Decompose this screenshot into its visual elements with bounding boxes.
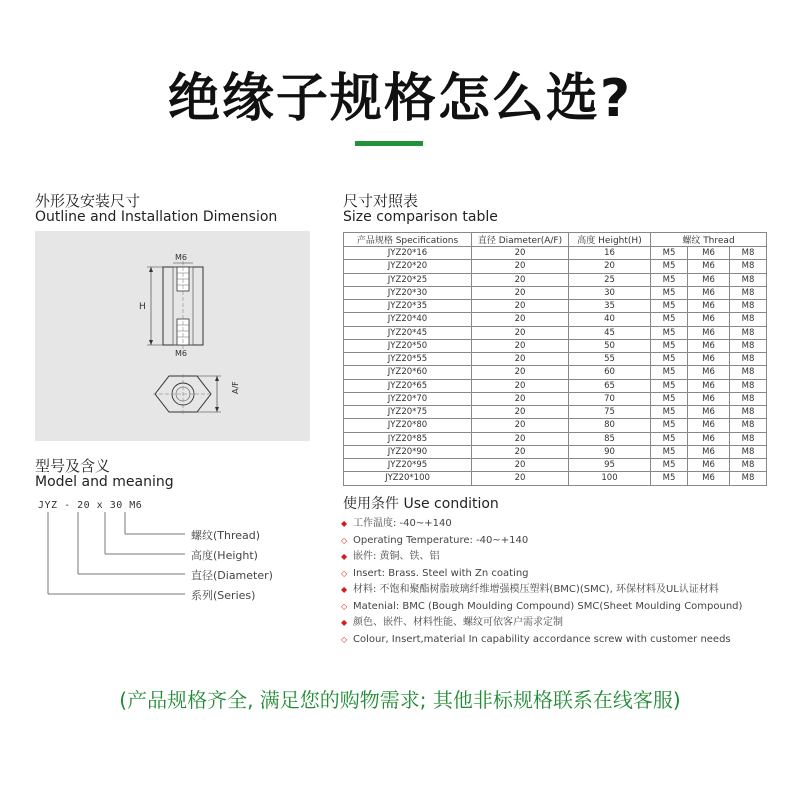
table-cell: M8 xyxy=(730,406,767,419)
table-cell: 75 xyxy=(569,406,651,419)
table-cell: M5 xyxy=(651,339,688,352)
table-cell: M5 xyxy=(651,419,688,432)
table-cell: M5 xyxy=(651,392,688,405)
bottom-thread-label: M6 xyxy=(175,349,187,358)
table-cell: M6 xyxy=(688,445,730,458)
table-cell: 20 xyxy=(472,379,569,392)
table-cell: JYZ20*25 xyxy=(344,273,472,286)
table-cell: JYZ20*40 xyxy=(344,313,472,326)
condition-text: 颜色、嵌件、材料性能、螺纹可依客户需求定制 xyxy=(353,617,563,628)
table-cell: 20 xyxy=(472,247,569,260)
table-cell: M6 xyxy=(688,472,730,485)
outline-title-cn: 外形及安装尺寸 xyxy=(35,192,141,210)
table-row xyxy=(344,406,767,419)
top-thread-label: M6 xyxy=(175,253,187,262)
table-cell: M5 xyxy=(651,326,688,339)
table-cell: M5 xyxy=(651,273,688,286)
table-row xyxy=(344,419,767,432)
table-cell: M8 xyxy=(730,366,767,379)
table-cell: M8 xyxy=(730,419,767,432)
table-cell: 20 xyxy=(472,313,569,326)
table-cell: 20 xyxy=(472,366,569,379)
table-row xyxy=(344,260,767,273)
table-cell: M8 xyxy=(730,472,767,485)
condition-item xyxy=(341,599,781,616)
table-cell: M5 xyxy=(651,459,688,472)
table-cell: M8 xyxy=(730,247,767,260)
outline-diagram xyxy=(35,231,310,441)
table-cell: M6 xyxy=(688,273,730,286)
table-cell: JYZ20*70 xyxy=(344,392,472,405)
table-row xyxy=(344,300,767,313)
table-cell: M8 xyxy=(730,339,767,352)
af-label: A/F xyxy=(231,381,240,394)
table-cell: JYZ20*100 xyxy=(344,472,472,485)
table-cell: M5 xyxy=(651,353,688,366)
condition-item xyxy=(341,549,781,566)
header-height: 高度 Height(H) xyxy=(569,233,651,247)
table-row xyxy=(344,339,767,352)
table-cell: M5 xyxy=(651,313,688,326)
table-cell: 20 xyxy=(472,260,569,273)
table-row xyxy=(344,273,767,286)
model-title-cn: 型号及含义 xyxy=(35,457,111,475)
condition-text: Insert: Brass. Steel with Zn coating xyxy=(353,567,529,579)
table-cell: 20 xyxy=(472,419,569,432)
table-cell: 100 xyxy=(569,472,651,485)
table-cell: JYZ20*50 xyxy=(344,339,472,352)
insulator-drawing xyxy=(35,231,310,441)
table-cell: JYZ20*90 xyxy=(344,445,472,458)
table-cell: JYZ20*65 xyxy=(344,379,472,392)
condition-text: Operating Temperature: -40~+140 xyxy=(353,534,529,546)
table-cell: 20 xyxy=(569,260,651,273)
table-cell: JYZ20*16 xyxy=(344,247,472,260)
table-cell: 85 xyxy=(569,432,651,445)
table-cell: 20 xyxy=(472,392,569,405)
table-cell: M5 xyxy=(651,366,688,379)
table-cell: 20 xyxy=(472,339,569,352)
table-cell: M6 xyxy=(688,260,730,273)
table-cell: 20 xyxy=(472,432,569,445)
table-cell: M8 xyxy=(730,260,767,273)
title-underline xyxy=(355,141,423,146)
table-cell: 16 xyxy=(569,247,651,260)
model-code: JYZ - 20 x 30 M6 xyxy=(38,500,143,511)
header-thread: 螺纹 Thread xyxy=(651,233,767,247)
table-cell: M5 xyxy=(651,379,688,392)
table-cell: M6 xyxy=(688,432,730,445)
condition-text: Colour, Insert,material In capability accordance screw with customer needs xyxy=(353,633,731,645)
table-cell: 20 xyxy=(472,445,569,458)
table-cell: M5 xyxy=(651,432,688,445)
table-cell: M8 xyxy=(730,273,767,286)
hollow-diamond-icon: ◇ xyxy=(341,601,348,611)
table-cell: 20 xyxy=(472,273,569,286)
model-part-series: 系列(Series) xyxy=(191,589,256,602)
filled-diamond-icon: ◆ xyxy=(341,585,348,594)
hollow-diamond-icon: ◇ xyxy=(341,568,348,578)
table-cell: M8 xyxy=(730,353,767,366)
table-cell: M6 xyxy=(688,326,730,339)
table-cell: 95 xyxy=(569,459,651,472)
table-cell: 90 xyxy=(569,445,651,458)
table-cell: M8 xyxy=(730,445,767,458)
table-cell: JYZ20*75 xyxy=(344,406,472,419)
table-cell: M6 xyxy=(688,419,730,432)
table-cell: 20 xyxy=(472,286,569,299)
header-specifications: 产品规格 Specifications xyxy=(344,233,472,247)
model-brackets xyxy=(35,512,195,604)
condition-item xyxy=(341,533,781,550)
table-header-row xyxy=(344,233,767,247)
table-row xyxy=(344,379,767,392)
table-row xyxy=(344,353,767,366)
table-cell: 80 xyxy=(569,419,651,432)
table-cell: JYZ20*30 xyxy=(344,286,472,299)
table-cell: M8 xyxy=(730,300,767,313)
table-cell: 20 xyxy=(472,406,569,419)
condition-item xyxy=(341,582,781,599)
table-row xyxy=(344,459,767,472)
hollow-diamond-icon: ◇ xyxy=(341,535,348,545)
table-cell: M5 xyxy=(651,286,688,299)
table-cell: JYZ20*80 xyxy=(344,419,472,432)
table-cell: 20 xyxy=(472,472,569,485)
conditions-list xyxy=(341,516,781,648)
table-cell: 20 xyxy=(472,459,569,472)
model-part-diameter: 直径(Diameter) xyxy=(191,569,273,582)
table-cell: M8 xyxy=(730,379,767,392)
table-cell: M8 xyxy=(730,459,767,472)
conditions-title: 使用条件 Use condition xyxy=(343,496,499,512)
condition-item xyxy=(341,632,781,649)
table-cell: M8 xyxy=(730,392,767,405)
table-row xyxy=(344,432,767,445)
condition-item xyxy=(341,615,781,632)
table-cell: JYZ20*60 xyxy=(344,366,472,379)
table-cell: M6 xyxy=(688,247,730,260)
table-row xyxy=(344,326,767,339)
table-cell: M6 xyxy=(688,339,730,352)
table-cell: M6 xyxy=(688,379,730,392)
table-cell: 20 xyxy=(472,353,569,366)
table-cell: M6 xyxy=(688,459,730,472)
table-cell: M8 xyxy=(730,432,767,445)
table-cell: M6 xyxy=(688,392,730,405)
condition-text: 嵌件: 黄铜、铁、铝 xyxy=(353,551,440,562)
table-cell: 25 xyxy=(569,273,651,286)
table-cell: JYZ20*35 xyxy=(344,300,472,313)
table-cell: 40 xyxy=(569,313,651,326)
condition-item xyxy=(341,566,781,583)
table-row xyxy=(344,392,767,405)
table-row xyxy=(344,286,767,299)
table-row xyxy=(344,472,767,485)
filled-diamond-icon: ◆ xyxy=(341,519,348,528)
model-part-height: 高度(Height) xyxy=(191,549,258,562)
table-cell: JYZ20*55 xyxy=(344,353,472,366)
table-cell: M6 xyxy=(688,300,730,313)
size-table-title-cn: 尺寸对照表 xyxy=(343,192,419,210)
table-cell: JYZ20*45 xyxy=(344,326,472,339)
table-row xyxy=(344,445,767,458)
table-cell: M6 xyxy=(688,353,730,366)
table-row xyxy=(344,247,767,260)
table-cell: M8 xyxy=(730,313,767,326)
height-label: H xyxy=(139,302,146,312)
condition-text: 材料: 不饱和聚酯树脂玻璃纤维增强模压塑料(BMC)(SMC), 环保材料及UL认证材料 xyxy=(353,584,719,595)
table-row xyxy=(344,366,767,379)
table-cell: M6 xyxy=(688,286,730,299)
table-cell: JYZ20*95 xyxy=(344,459,472,472)
condition-text: Matenial: BMC (Bough Moulding Compound) SMC(Sheet Moulding Compound) xyxy=(353,600,743,612)
table-cell: M6 xyxy=(688,406,730,419)
table-cell: 70 xyxy=(569,392,651,405)
table-cell: 65 xyxy=(569,379,651,392)
table-cell: 30 xyxy=(569,286,651,299)
condition-text: 工作温度: -40~+140 xyxy=(353,518,452,529)
table-cell: 20 xyxy=(472,300,569,313)
table-cell: 35 xyxy=(569,300,651,313)
size-comparison-table xyxy=(343,232,767,486)
table-cell: M5 xyxy=(651,445,688,458)
table-cell: M5 xyxy=(651,247,688,260)
footer-note: (产品规格齐全, 满足您的购物需求; 其他非标规格联系在线客服) xyxy=(119,688,681,712)
hollow-diamond-icon: ◇ xyxy=(341,634,348,644)
table-cell: M5 xyxy=(651,300,688,313)
filled-diamond-icon: ◆ xyxy=(341,552,348,561)
table-cell: M6 xyxy=(688,313,730,326)
table-cell: 55 xyxy=(569,353,651,366)
table-cell: JYZ20*20 xyxy=(344,260,472,273)
table-cell: 20 xyxy=(472,326,569,339)
table-cell: JYZ20*85 xyxy=(344,432,472,445)
table-cell: M5 xyxy=(651,260,688,273)
table-cell: 50 xyxy=(569,339,651,352)
header-diameter: 直径 Diameter(A/F) xyxy=(472,233,569,247)
table-cell: M5 xyxy=(651,472,688,485)
table-cell: M5 xyxy=(651,406,688,419)
filled-diamond-icon: ◆ xyxy=(341,618,348,627)
table-cell: M8 xyxy=(730,326,767,339)
table-cell: M8 xyxy=(730,286,767,299)
model-title-en: Model and meaning xyxy=(35,474,174,490)
table-cell: 45 xyxy=(569,326,651,339)
table-row xyxy=(344,313,767,326)
size-table-title-en: Size comparison table xyxy=(343,209,498,225)
page-title: 绝缘子规格怎么选? xyxy=(167,69,633,129)
model-part-thread: 螺纹(Thread) xyxy=(191,529,261,542)
condition-item xyxy=(341,516,781,533)
outline-title-en: Outline and Installation Dimension xyxy=(35,209,278,225)
table-cell: 60 xyxy=(569,366,651,379)
table-cell: M6 xyxy=(688,366,730,379)
